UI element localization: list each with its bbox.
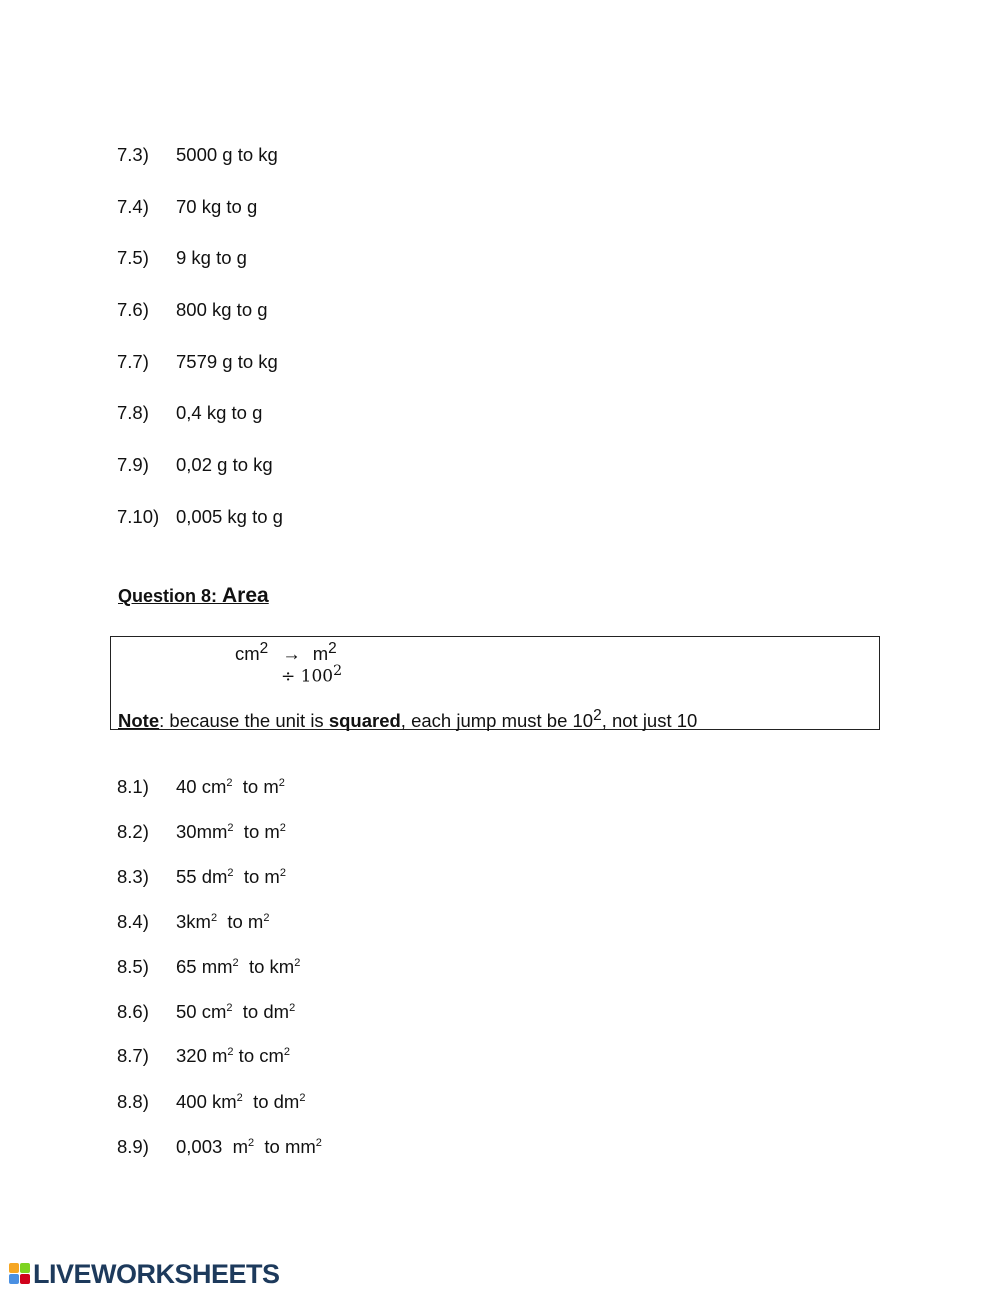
exponent: 2 bbox=[315, 1136, 322, 1149]
item-text: 9 kg to g bbox=[176, 247, 247, 268]
list-item bbox=[117, 821, 286, 843]
note-text bbox=[118, 707, 697, 732]
item-from: 320 m bbox=[176, 1045, 228, 1066]
note-part: , each jump must be 10 bbox=[400, 710, 594, 732]
note-emphasis: squared bbox=[328, 710, 401, 732]
list-item bbox=[117, 776, 285, 798]
list-item bbox=[117, 454, 273, 476]
logo-square bbox=[20, 1263, 30, 1273]
item-to: to mm bbox=[254, 1136, 316, 1157]
logo-mark-icon bbox=[9, 1263, 31, 1285]
list-item bbox=[117, 1091, 305, 1113]
list-item bbox=[117, 866, 286, 888]
exponent: 2 bbox=[279, 821, 286, 834]
exponent: 2 bbox=[593, 707, 602, 724]
item-number: 7.5) bbox=[117, 247, 149, 268]
item-number: 8.1) bbox=[117, 776, 149, 797]
item-text: 800 kg to g bbox=[176, 299, 268, 320]
exponent: 2 bbox=[289, 1001, 296, 1014]
exponent: 2 bbox=[278, 776, 285, 789]
item-text: 5000 g to kg bbox=[176, 144, 278, 165]
item-number: 7.8) bbox=[117, 402, 149, 423]
item-from: 65 mm bbox=[176, 956, 233, 977]
item-number: 8.7) bbox=[117, 1045, 149, 1066]
note-part: , not just 10 bbox=[601, 710, 698, 732]
unit-conversion-line bbox=[235, 640, 337, 665]
exponent: 2 bbox=[227, 866, 234, 879]
item-to: to m bbox=[217, 911, 264, 932]
item-text: 0,02 g to kg bbox=[176, 454, 273, 475]
list-item bbox=[117, 1001, 295, 1023]
exponent: 2 bbox=[283, 1045, 291, 1058]
item-number: 7.10) bbox=[117, 506, 160, 527]
exponent: 2 bbox=[333, 663, 343, 679]
item-number: 8.9) bbox=[117, 1136, 149, 1157]
item-number: 8.5) bbox=[117, 956, 149, 977]
exponent: 2 bbox=[227, 821, 234, 834]
item-number: 7.9) bbox=[117, 454, 149, 475]
divide-factor bbox=[281, 663, 342, 687]
item-to: to cm bbox=[233, 1045, 284, 1066]
note-part: : because the unit is bbox=[159, 710, 329, 732]
exponent: 2 bbox=[248, 1136, 255, 1149]
liveworksheets-logo bbox=[9, 1260, 280, 1288]
exponent: 2 bbox=[226, 776, 233, 789]
conversion-info-box bbox=[110, 636, 880, 730]
logo-text: LIVEWORKSHEETS bbox=[33, 1258, 280, 1289]
exponent: 2 bbox=[299, 1091, 306, 1104]
divide-text: ÷ 100 bbox=[281, 666, 334, 687]
item-text: 70 kg to g bbox=[176, 196, 258, 217]
item-from: 30mm bbox=[176, 821, 228, 842]
list-item bbox=[117, 506, 283, 528]
list-item bbox=[117, 1045, 290, 1067]
item-number: 8.8) bbox=[117, 1091, 149, 1112]
exponent: 2 bbox=[279, 866, 286, 879]
item-number: 8.3) bbox=[117, 866, 149, 887]
item-from: 400 km bbox=[176, 1091, 237, 1112]
question-heading bbox=[118, 584, 269, 608]
item-number: 8.4) bbox=[117, 911, 149, 932]
exponent: 2 bbox=[232, 956, 239, 969]
item-from: 40 cm bbox=[176, 776, 227, 797]
list-item bbox=[117, 247, 247, 269]
item-to: to m bbox=[233, 866, 280, 887]
item-number: 8.2) bbox=[117, 821, 149, 842]
exponent: 2 bbox=[259, 640, 269, 657]
item-from: 50 cm bbox=[176, 1001, 227, 1022]
logo-square bbox=[20, 1274, 30, 1284]
list-item bbox=[117, 196, 257, 218]
exponent: 2 bbox=[210, 911, 218, 924]
exponent: 2 bbox=[263, 911, 270, 924]
item-number: 8.6) bbox=[117, 1001, 149, 1022]
list-item bbox=[117, 299, 268, 321]
item-number: 7.7) bbox=[117, 351, 149, 372]
item-from: 3km bbox=[176, 911, 211, 932]
item-text: 0,4 kg to g bbox=[176, 402, 263, 423]
exponent: 2 bbox=[227, 1045, 234, 1058]
list-item bbox=[117, 956, 300, 978]
item-text: 7579 g to kg bbox=[176, 351, 278, 372]
exponent: 2 bbox=[294, 956, 301, 969]
question-label: Question 8: bbox=[118, 586, 223, 606]
list-item bbox=[117, 1136, 322, 1158]
item-to: to m bbox=[232, 776, 279, 797]
exponent: 2 bbox=[236, 1091, 243, 1104]
item-from: 55 dm bbox=[176, 866, 228, 887]
item-to: to km bbox=[238, 956, 295, 977]
list-item bbox=[117, 351, 278, 373]
note-label: Note bbox=[118, 710, 160, 732]
to-unit: m bbox=[312, 643, 329, 665]
item-number: 7.4) bbox=[117, 196, 149, 217]
item-to: to dm bbox=[232, 1001, 290, 1022]
item-from: 0,003 m bbox=[176, 1136, 248, 1157]
item-to: to m bbox=[233, 821, 280, 842]
exponent: 2 bbox=[328, 640, 337, 657]
list-item bbox=[117, 144, 278, 166]
item-text: 0,005 kg to g bbox=[176, 506, 283, 527]
item-number: 7.3) bbox=[117, 144, 149, 165]
exponent: 2 bbox=[226, 1001, 233, 1014]
from-unit: cm bbox=[235, 643, 260, 665]
arrow-icon: → bbox=[282, 643, 301, 665]
list-item bbox=[117, 402, 262, 424]
list-item bbox=[117, 911, 269, 933]
item-to: to dm bbox=[242, 1091, 300, 1112]
item-number: 7.6) bbox=[117, 299, 149, 320]
logo-square bbox=[9, 1263, 19, 1273]
question-title: Area bbox=[222, 584, 269, 607]
logo-square bbox=[9, 1274, 19, 1284]
